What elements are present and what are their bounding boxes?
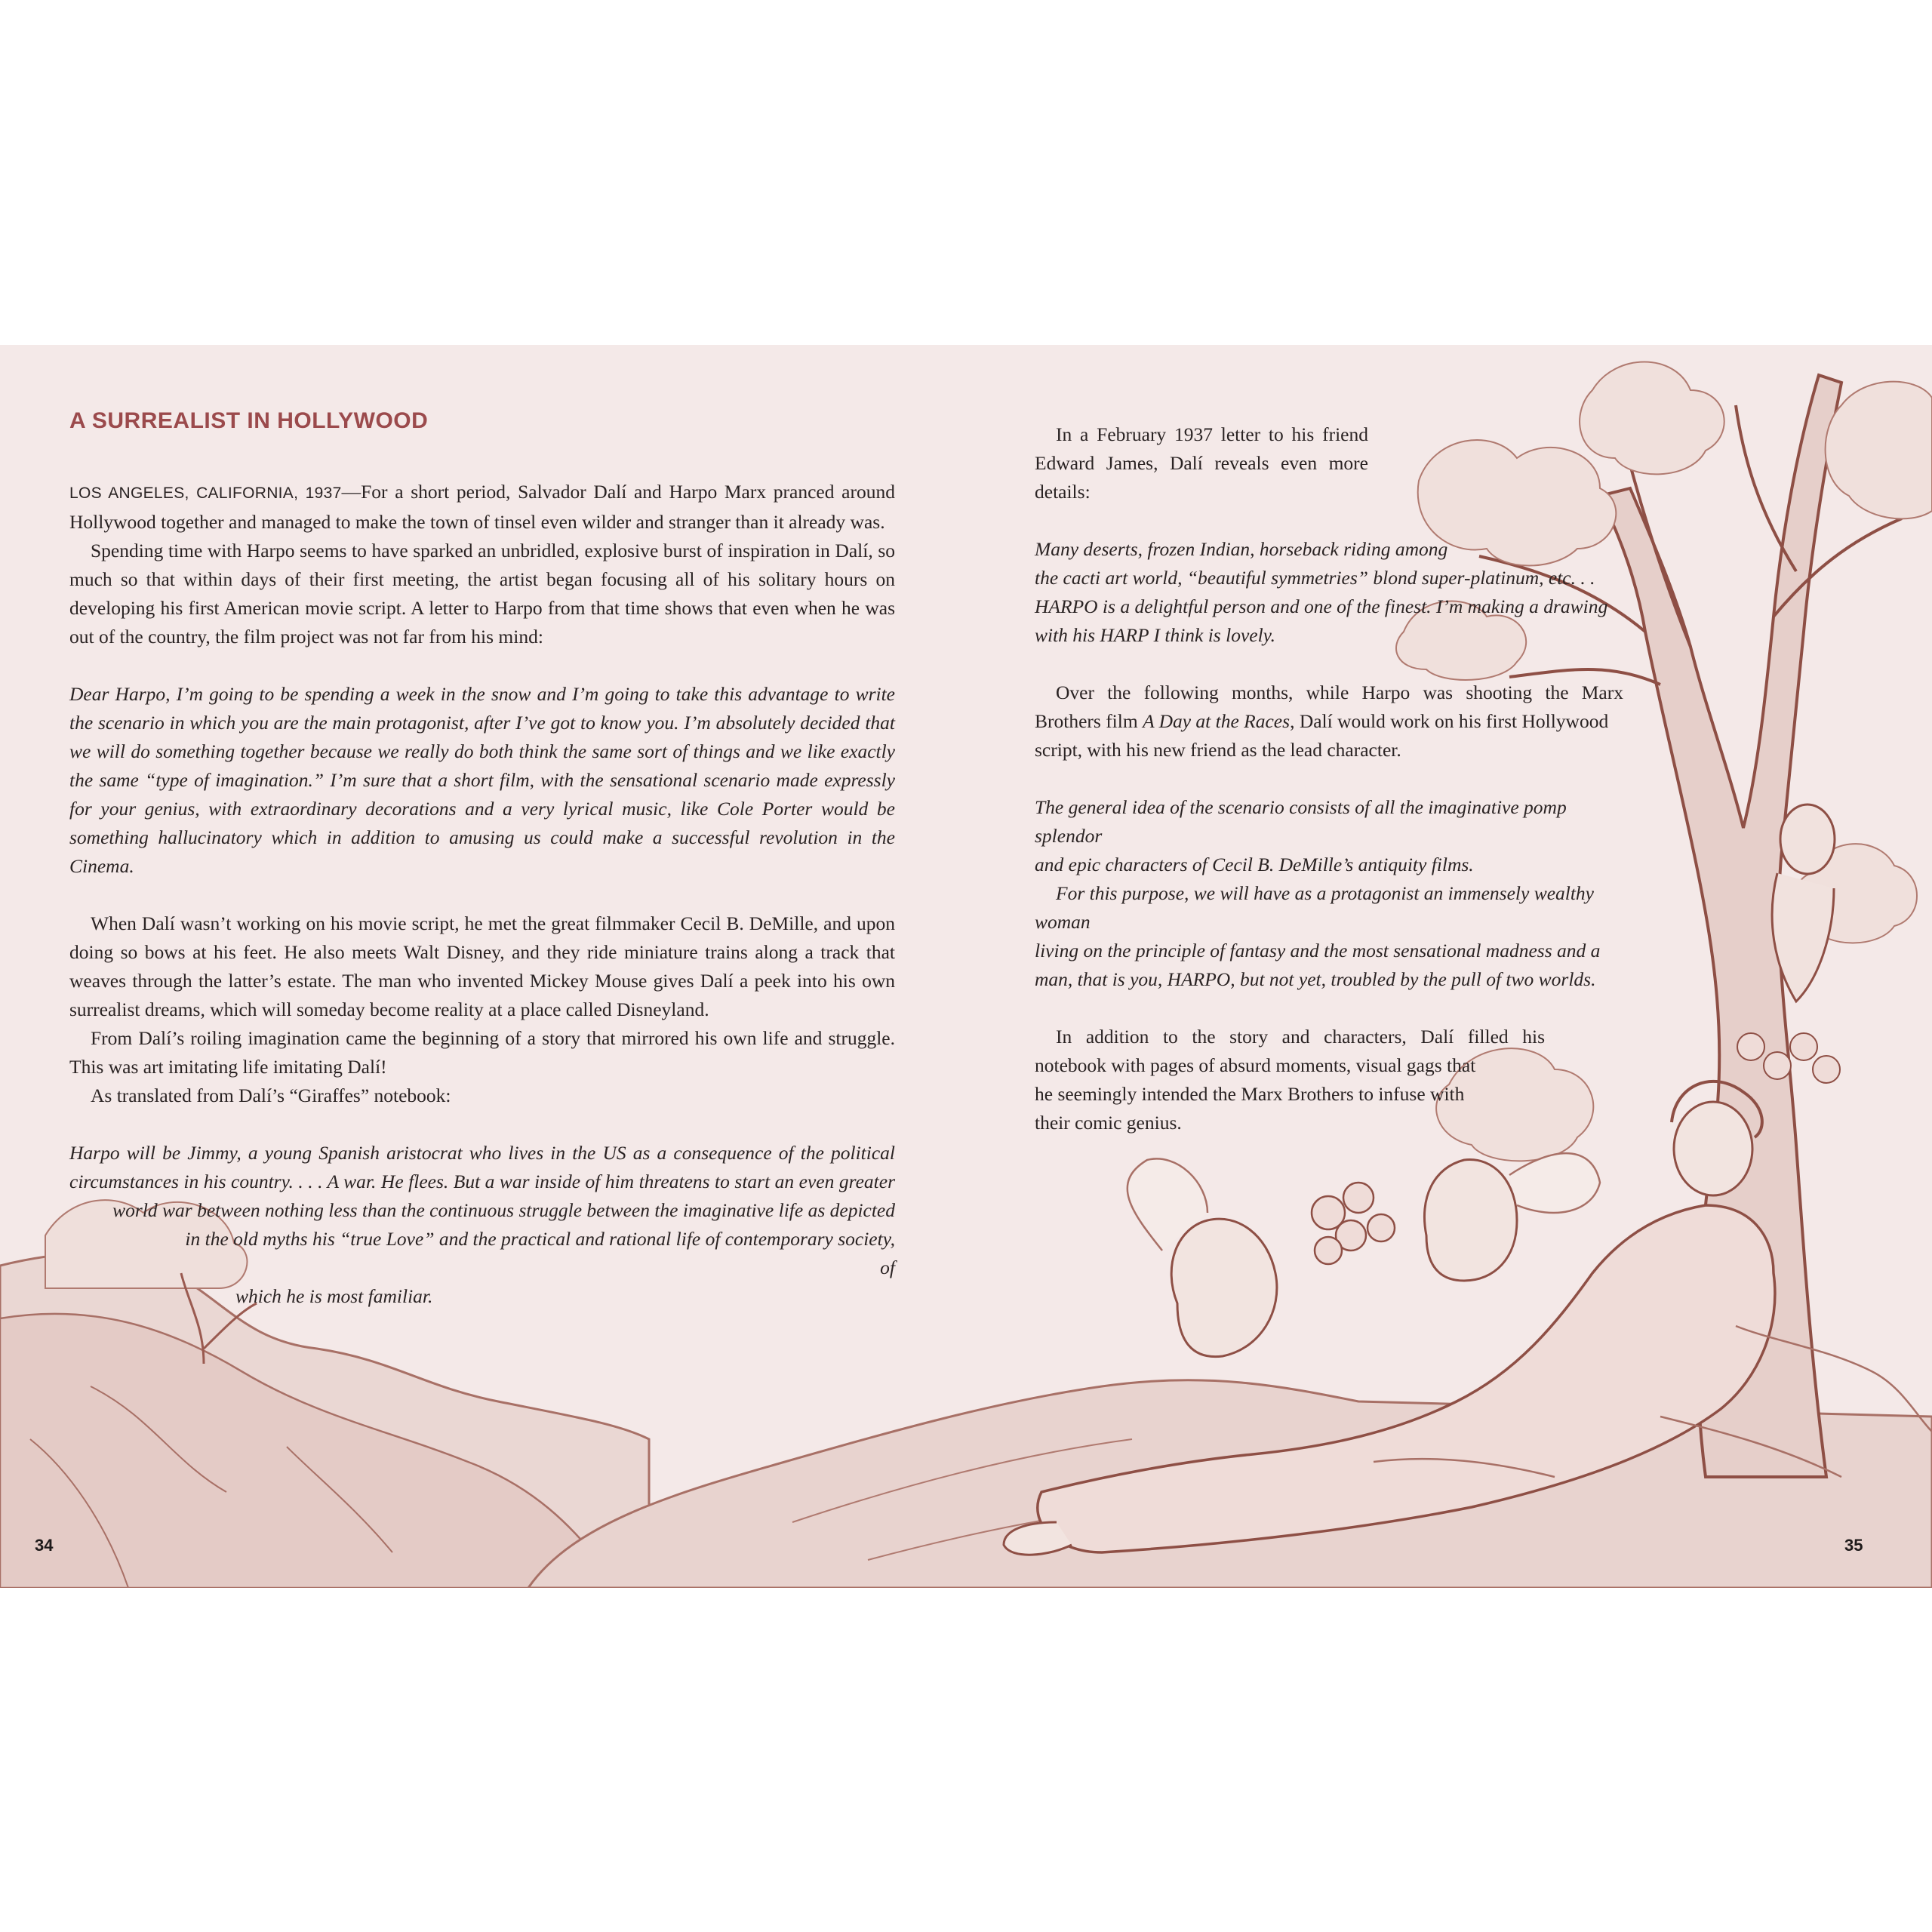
letter-intro (1035, 420, 1368, 506)
line (1035, 707, 1623, 736)
line: living on the principle of fantasy and the most sensational madness and a (1035, 940, 1601, 961)
body-paragraph: From Dalí’s roiling imagination came the beginning of a story that mirrored his own life and struggle. This was art imitating life imitating Dalí! (69, 1027, 895, 1078)
letter-quote: Dear Harpo, I’m going to be spending a week in the snow and I’m going to take this advantage to write the scenario in which you are the main protagonist, after I’ve got to know you. I’m absolutely decided that we will do something together because we really do both think the same sort of things and we like exactly the same “type of imagination.” I’m sure that a short film, with the sensational scenario made expressly for your genius, with extraordinary decorations and a very lyrical music, like Cole Porter would be something hallucinatory which in addition to amusing us could make a successful revolution in the Cinema. (69, 683, 895, 877)
line: the cacti art world, “beautiful symmetries” blond super-platinum, etc. . . (1035, 567, 1595, 589)
line: HARPO is a delightful person and one of the finest. I’m making a drawing (1035, 595, 1608, 617)
line: details: (1035, 481, 1091, 503)
line: Edward James, Dalí reveals even more (1035, 452, 1368, 474)
line: with his HARP I think is lovely. (1035, 624, 1275, 646)
line-part: Brothers film (1035, 710, 1143, 732)
line-part: , Dalí would work on his first Hollywood (1290, 710, 1609, 732)
chapter-heading: A SURREALIST IN HOLLYWOOD (69, 408, 429, 433)
quote-line: which he is most familiar. (235, 1285, 433, 1307)
line: Many deserts, frozen Indian, horseback riding among (1035, 538, 1448, 560)
page-number-left: 34 (35, 1536, 54, 1555)
intro-paragraph (69, 478, 895, 537)
notebook-quote (69, 1139, 895, 1311)
line: For this purpose, we will have as a protagonist an immensely wealthy woman (1035, 882, 1595, 933)
line: and epic characters of Cecil B. DeMille’s antiquity films. (1035, 854, 1474, 875)
line: their comic genius. (1035, 1112, 1182, 1134)
line: In addition to the story and characters, Dalí filled his (1056, 1026, 1545, 1048)
line: The general idea of the scenario consists of all the imaginative pomp splendor (1035, 796, 1567, 847)
quote-line: Harpo will be Jimmy, a young Spanish aristocrat who lives in the US as a consequence of the political (69, 1142, 895, 1164)
line: In a February 1937 letter to his friend (1056, 423, 1368, 445)
scenario-quote (1035, 793, 1631, 994)
intro-text: —For a short period, Salvador Dalí and Harpo Marx pranced around Hollywood together and managed to make the town of tinsel even wilder and stranger than it already was. (69, 481, 895, 533)
line: script, with his new friend as the lead character. (1035, 739, 1401, 761)
body-paragraph: Spending time with Harpo seems to have sparked an unbridled, explosive burst of inspiration in Dalí, so much so that within days of their first meeting, the artist began focusing all of his solitary hours on developing his first American movie script. A letter to Harpo from that time shows that even when he was out of the country, the film project was not far from his mind: (69, 540, 895, 648)
body-paragraph (1035, 678, 1623, 764)
film-title: A Day at the Races (1143, 710, 1291, 732)
line: he seemingly intended the Marx Brothers to infuse with (1035, 1083, 1465, 1105)
line: man, that is you, HARPO, but not yet, troubled by the pull of two worlds. (1035, 968, 1596, 990)
line: notebook with pages of absurd moments, visual gags that (1035, 1054, 1476, 1076)
page-number-right: 35 (1844, 1536, 1863, 1555)
dateline: LOS ANGELES, CALIFORNIA, 1937 (69, 485, 342, 502)
quote-line: world war between nothing less than the continuous struggle between the imaginative life as depicted (112, 1199, 895, 1221)
right-page-text (1035, 420, 1631, 1137)
book-spread (0, 345, 1932, 1588)
left-page-text (69, 478, 895, 1311)
quote-line: in the old myths his “true Love” and the practical and rational life of contemporary society, of (185, 1228, 895, 1278)
body-paragraph: As translated from Dalí’s “Giraffes” notebook: (91, 1084, 451, 1106)
quote-line: circumstances in his country. . . . A war. He flees. But a war inside of him threatens to start an even greater (69, 1171, 895, 1192)
body-paragraph: When Dalí wasn’t working on his movie script, he met the great filmmaker Cecil B. DeMille, and upon doing so bows at his feet. He also meets Walt Disney, and they ride miniature trains along a track that weaves through the latter’s estate. The man who invented Mickey Mouse gives Dalí a peek into his own surrealist dreams, which will someday become reality at a place called Disneyland. (69, 912, 895, 1020)
body-paragraph (1035, 1023, 1545, 1137)
james-letter-quote (1035, 535, 1631, 650)
line: Over the following months, while Harpo was shooting the Marx (1056, 681, 1623, 703)
